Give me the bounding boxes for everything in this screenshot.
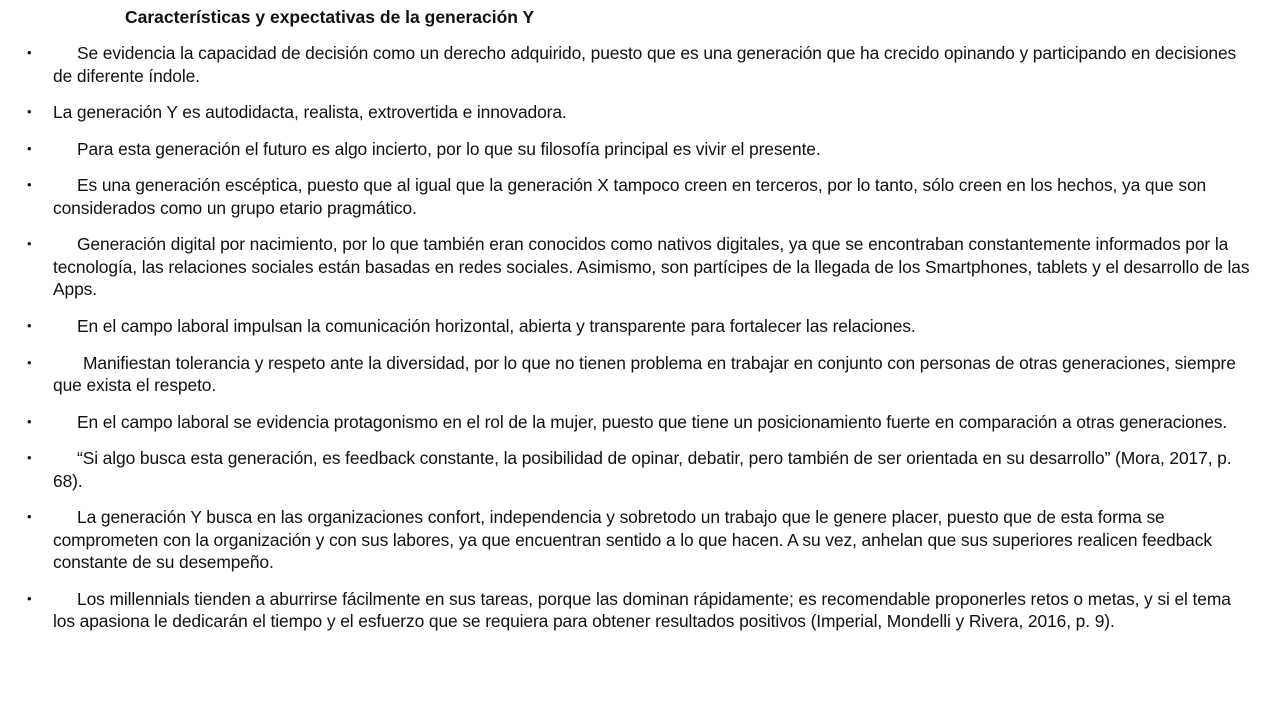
list-item-text: Se evidencia la capacidad de decisión como un derecho adquirido, puesto que es una generación que ha crecido opinando y participando en decisiones de diferente índole. <box>53 43 1237 86</box>
list-item <box>0 411 1280 434</box>
slide-title: Características y expectativas de la generación Y <box>125 7 535 27</box>
list-item-text: La generación Y es autodidacta, realista, extrovertida e innovadora. <box>53 102 567 123</box>
list-item <box>0 138 1280 161</box>
list-item-text: Generación digital por nacimiento, por lo que también eran conocidos como nativos digitales, ya que se encontraban constantemente informados por la tecnología, las relaciones sociales están basadas en redes sociales. Asimismo, son partícipes de la llegada de los Smartphones, tablets y el desarrollo de las Apps. <box>53 234 1250 300</box>
bullet-icon: • <box>27 509 32 525</box>
list-item <box>0 174 1280 219</box>
bullet-icon: • <box>27 177 32 193</box>
list-item-text: En el campo laboral impulsan la comunicación horizontal, abierta y transparente para fortalecer las relaciones. <box>77 315 916 336</box>
list-item-text: Los millennials tienden a aburrirse fácilmente en sus tareas, porque las dominan rápidamente; es recomendable proponerles retos o metas, y si el tema los apasiona le dedicarán el tiempo y el esfuerzo que se requiera para obtener resultados positivos (Imperial, Mondelli y Rivera, 2016, p. 9). <box>53 588 1231 632</box>
list-item-text: En el campo laboral se evidencia protagonismo en el rol de la mujer, puesto que tiene un posicionamiento fuerte en comparación a otras generaciones. <box>77 411 1228 432</box>
list-item <box>0 447 1280 492</box>
bullet-icon: • <box>27 317 32 333</box>
list-item-text: La generación Y busca en las organizaciones confort, independencia y sobretodo un trabajo que le genere placer, puesto que de esta forma se comprometen con la organización y con sus labores, ya que encuentran sentido a lo que hacen. A su vez, anhelan que sus superiores realicen feedback constante de su desempeño. <box>53 507 1212 573</box>
list-item <box>0 315 1280 338</box>
bullet-icon: • <box>27 140 32 156</box>
list-item <box>0 42 1280 87</box>
bullet-icon: • <box>27 590 32 606</box>
list-item-text: Para esta generación el futuro es algo incierto, por lo que su filosofía principal es vivir el presente. <box>77 138 821 159</box>
bullet-icon: • <box>27 354 32 370</box>
bullet-list <box>0 42 1280 647</box>
list-item <box>0 588 1280 633</box>
list-item <box>0 352 1280 397</box>
list-item <box>0 506 1280 574</box>
list-item-text: “Si algo busca esta generación, es feedback constante, la posibilidad de opinar, debatir, pero también de ser orientada en su desarrollo” (Mora, 2017, p. 68). <box>53 448 1232 491</box>
list-item <box>0 101 1280 124</box>
bullet-icon: • <box>27 104 32 120</box>
bullet-icon: • <box>27 236 32 252</box>
bullet-icon: • <box>27 45 32 60</box>
bullet-icon: • <box>27 413 32 429</box>
list-item-text: Es una generación escéptica, puesto que al igual que la generación X tampoco creen en terceros, por lo tanto, sólo creen en los hechos, ya que son considerados como un grupo etario pragmático. <box>53 175 1207 218</box>
bullet-icon: • <box>27 450 32 466</box>
list-item <box>0 233 1280 301</box>
list-item-text: Manifiestan tolerancia y respeto ante la diversidad, por lo que no tienen problema en trabajar en conjunto con personas de otras generaciones, siempre que exista el respeto. <box>53 352 1236 396</box>
